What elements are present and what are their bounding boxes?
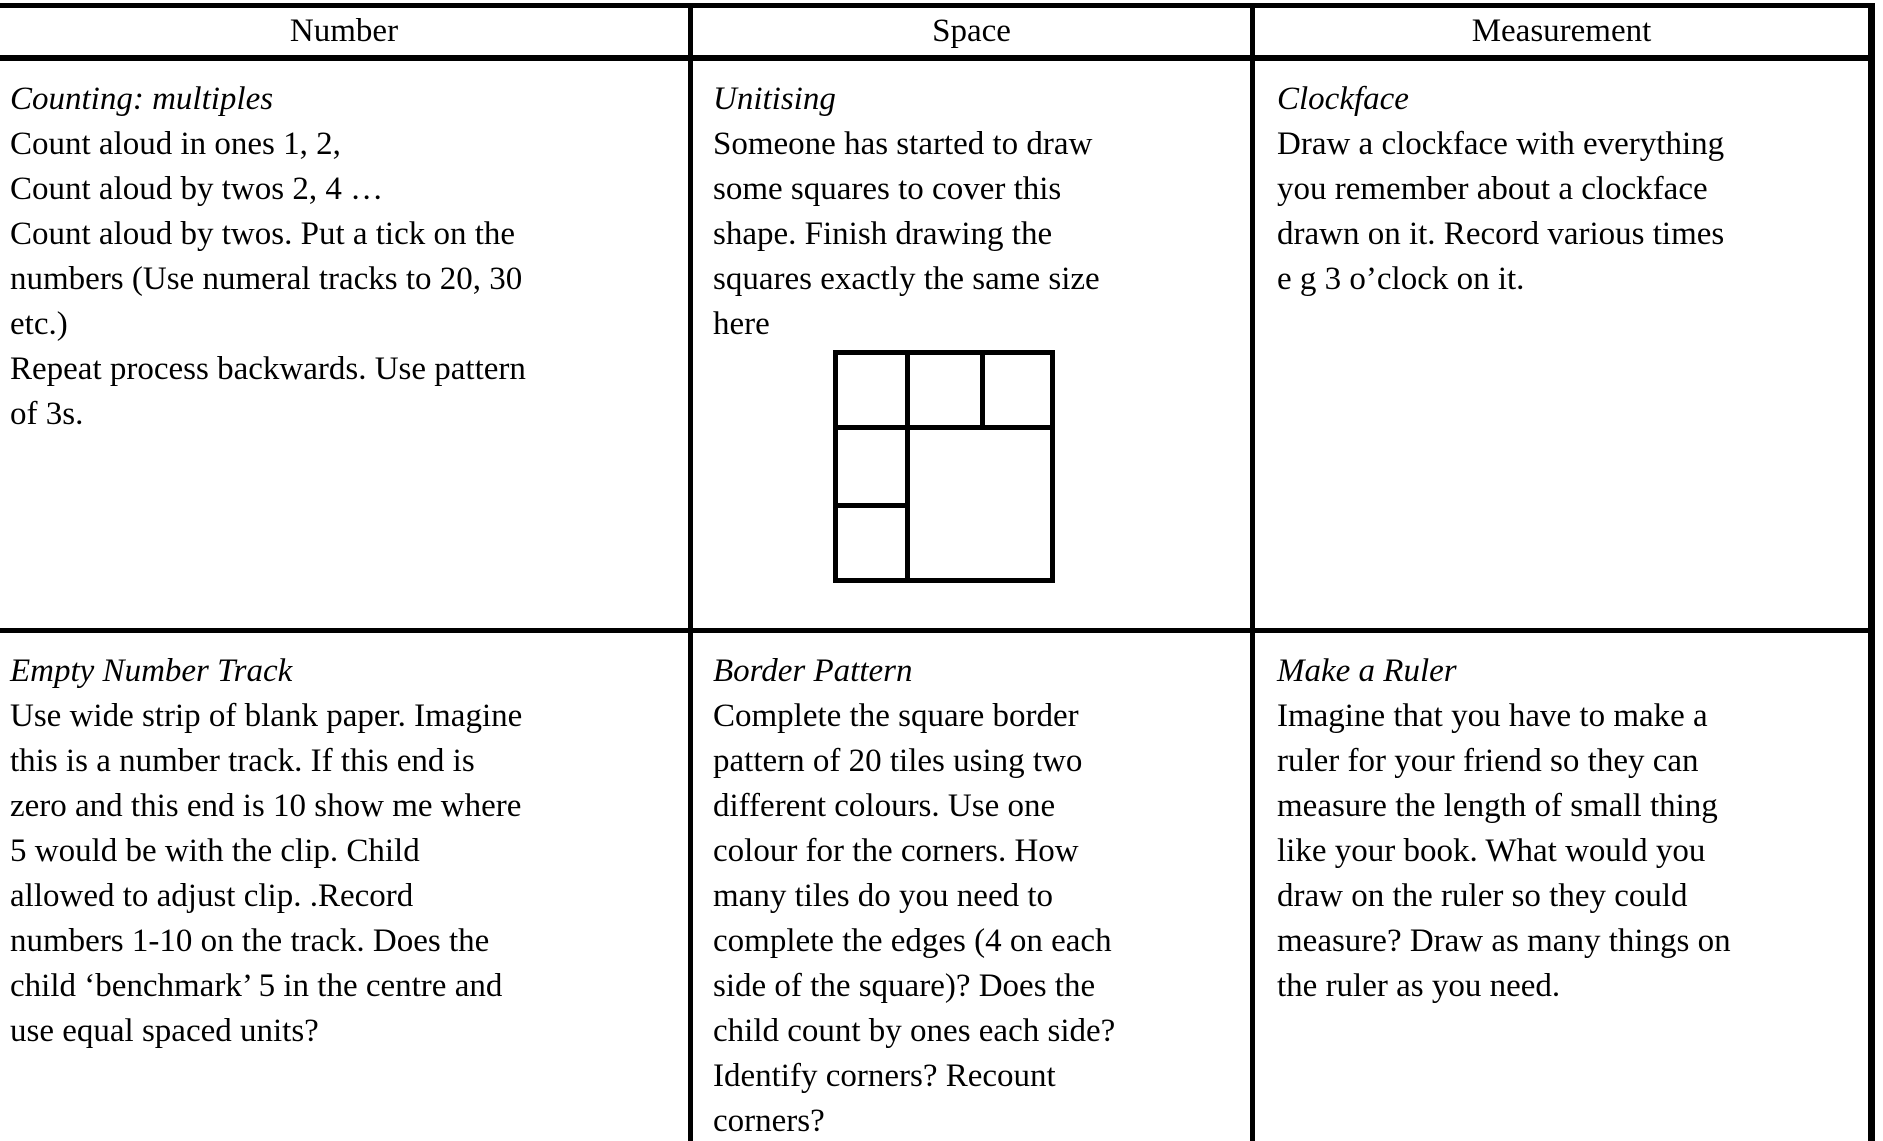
text-line: etc.) [10, 306, 68, 342]
activity-title: Unitising [713, 81, 836, 117]
cell-empty-number-track [0, 633, 693, 1141]
text-line: measure the length of small thing [1277, 788, 1718, 824]
text-line: zero and this end is 10 show me where [10, 788, 522, 824]
text-line: child ‘benchmark’ 5 in the centre and [10, 968, 503, 1004]
text-line: child count by ones each side? [713, 1013, 1116, 1049]
text-line: colour for the corners. How [713, 833, 1079, 869]
text-line: measure? Draw as many things on [1277, 923, 1731, 959]
activity-text [1277, 122, 1862, 302]
activity-title: Border Pattern [713, 653, 913, 689]
text-line: numbers (Use numeral tracks to 20, 30 [10, 261, 523, 297]
text-line: Repeat process backwards. Use pattern [10, 351, 526, 387]
text-line: Use wide strip of blank paper. Imagine [10, 698, 523, 734]
activity-text [1277, 694, 1862, 1009]
activity-text [713, 122, 1244, 347]
text-line: squares exactly the same size [713, 261, 1100, 297]
text-line: Count aloud in ones 1, 2, [10, 126, 341, 162]
text-line: like your book. What would you [1277, 833, 1706, 869]
text-line: you remember about a clockface [1277, 171, 1708, 207]
text-line: Identify corners? Recount [713, 1058, 1056, 1094]
text-line: this is a number track. If this end is [10, 743, 475, 779]
activities-table [0, 3, 1875, 1141]
text-line: Count aloud by twos. Put a tick on the [10, 216, 516, 252]
text-line: numbers 1-10 on the track. Does the [10, 923, 490, 959]
text-line: ruler for your friend so they can [1277, 743, 1699, 779]
cell-unitising [693, 61, 1255, 633]
text-line: draw on the ruler so they could [1277, 878, 1688, 914]
text-line: many tiles do you need to [713, 878, 1054, 914]
text-line: some squares to cover this [713, 171, 1062, 207]
cell-make-a-ruler [1255, 633, 1868, 1141]
text-line: of 3s. [10, 396, 84, 432]
activity-title: Empty Number Track [10, 653, 293, 689]
text-line: Someone has started to draw [713, 126, 1093, 162]
text-line: e g 3 o’clock on it. [1277, 261, 1525, 297]
text-line: side of the square)? Does the [713, 968, 1096, 1004]
unitising-squares-diagram [833, 350, 1055, 583]
text-line: Draw a clockface with everything [1277, 126, 1725, 162]
text-line: allowed to adjust clip. .Record [10, 878, 414, 914]
text-line: complete the edges (4 on each [713, 923, 1112, 959]
text-line: here [713, 306, 770, 342]
text-line: shape. Finish drawing the [713, 216, 1053, 252]
text-line: drawn on it. Record various times [1277, 216, 1725, 252]
text-line: Imagine that you have to make a [1277, 698, 1708, 734]
text-line: 5 would be with the clip. Child [10, 833, 420, 869]
activity-text [10, 122, 682, 437]
cell-counting-multiples [0, 61, 693, 633]
text-line: corners? [713, 1103, 825, 1139]
text-line: Count aloud by twos 2, 4 … [10, 171, 384, 207]
text-line: the ruler as you need. [1277, 968, 1561, 1004]
column-header-measurement: Measurement [1255, 8, 1868, 61]
text-line: Complete the square border [713, 698, 1079, 734]
activity-text [713, 694, 1244, 1141]
activity-title: Counting: multiples [10, 81, 274, 117]
activity-title: Clockface [1277, 81, 1409, 117]
column-header-number: Number [0, 8, 693, 61]
text-line: different colours. Use one [713, 788, 1056, 824]
text-line: pattern of 20 tiles using two [713, 743, 1083, 779]
activity-title: Make a Ruler [1277, 653, 1457, 689]
cell-clockface [1255, 61, 1868, 633]
column-header-space: Space [693, 8, 1255, 61]
cell-border-pattern [693, 633, 1255, 1141]
activity-text [10, 694, 682, 1054]
text-line: use equal spaced units? [10, 1013, 319, 1049]
